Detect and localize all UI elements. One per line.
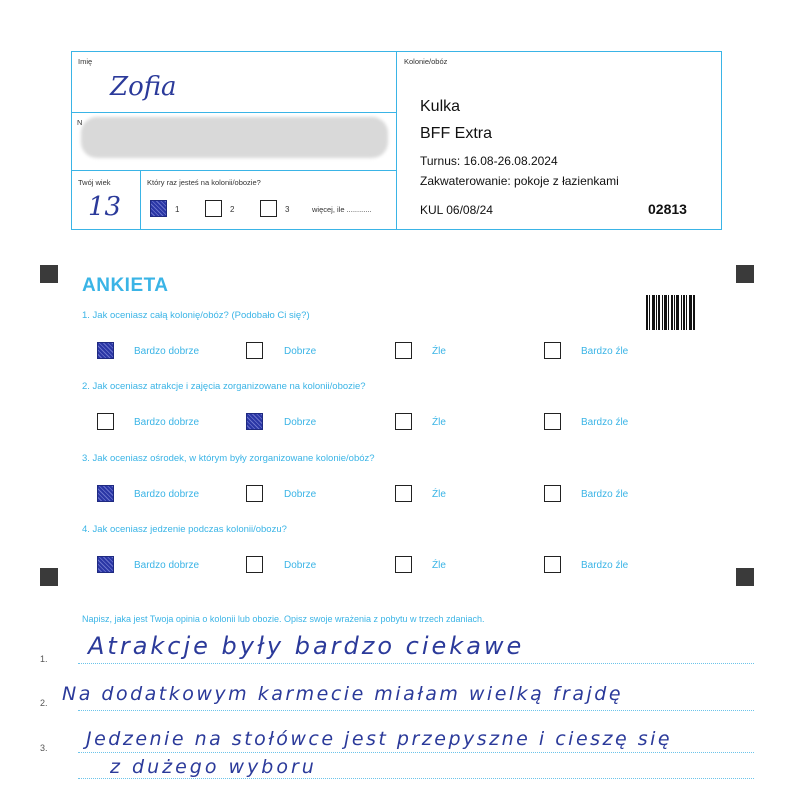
q1-option-very-bad[interactable]: [544, 342, 561, 359]
age-value[interactable]: 13: [88, 192, 122, 222]
option-label: Dobrze: [284, 560, 317, 571]
visit-count-label: Który raz jesteś na kolonii/obozie?: [147, 178, 261, 187]
age-label: Twój wiek: [78, 178, 111, 187]
visit-count-checkbox-3[interactable]: [260, 200, 277, 217]
opinion-prompt: Napisz, jaka jest Twoja opinia o kolonii lub obozie. Opisz swoje wrażenia z pobytu w trzech zdaniach.: [82, 614, 485, 624]
q2-option-bad[interactable]: [395, 413, 412, 430]
first-name-value[interactable]: Zofia: [110, 72, 177, 102]
divider: [72, 170, 396, 171]
q3-option-very-bad[interactable]: [544, 485, 561, 502]
q2-option-good[interactable]: [246, 413, 263, 430]
line-number: 2.: [40, 698, 48, 708]
registration-mark: [736, 265, 754, 283]
option-label: Źle: [432, 560, 446, 571]
q4-option-good[interactable]: [246, 556, 263, 573]
visit-count-checkbox-1[interactable]: [150, 200, 167, 217]
visit-count-option: 2: [230, 205, 235, 214]
registration-mark: [736, 568, 754, 586]
option-label: Bardzo dobrze: [134, 346, 200, 357]
line-number: 1.: [40, 654, 48, 664]
q1-option-good[interactable]: [246, 342, 263, 359]
option-label: Bardzo dobrze: [134, 417, 200, 428]
option-label: Bardzo źle: [581, 489, 629, 500]
option-label: Dobrze: [284, 346, 317, 357]
accommodation: Zakwaterowanie: pokoje z łazienkami: [420, 174, 619, 188]
camp-name: Kulka: [420, 98, 461, 115]
option-label: Źle: [432, 417, 446, 428]
option-label: Dobrze: [284, 489, 317, 500]
option-label: Bardzo źle: [581, 417, 629, 428]
option-label: Bardzo źle: [581, 560, 629, 571]
answer-line-1[interactable]: Atrakcje były bardzo ciekawe: [88, 632, 525, 660]
q4-option-bad[interactable]: [395, 556, 412, 573]
answer-line-2[interactable]: Na dodatkowym karmecie miałam wielką frajdę: [62, 683, 624, 705]
question-4: 4. Jak oceniasz jedzenie podczas kolonii/obozu?: [82, 524, 287, 535]
redacted-last-name: [81, 117, 388, 158]
q2-option-very-good[interactable]: [97, 413, 114, 430]
line-number: 3.: [40, 743, 48, 753]
answer-line-4[interactable]: z dużego wyboru: [110, 756, 317, 778]
option-label: Źle: [432, 489, 446, 500]
registration-mark: [40, 568, 58, 586]
more-times-label: więcej, ile ............: [312, 205, 372, 214]
divider: [396, 52, 397, 229]
divider: [140, 170, 141, 229]
visit-count-checkbox-2[interactable]: [205, 200, 222, 217]
visit-count-option: 1: [175, 205, 180, 214]
option-label: Bardzo źle: [581, 346, 629, 357]
question-1: 1. Jak oceniasz całą kolonię/obóz? (Podobało Ci się?): [82, 310, 310, 321]
first-name-label: Imię: [78, 57, 93, 66]
q3-option-bad[interactable]: [395, 485, 412, 502]
camp-code: KUL 06/08/24: [420, 203, 493, 217]
option-label: Dobrze: [284, 417, 317, 428]
q4-option-very-good[interactable]: [97, 556, 114, 573]
barcode: [646, 295, 701, 330]
q3-option-very-good[interactable]: [97, 485, 114, 502]
answer-line-3[interactable]: Jedzenie na stołówce jest przepyszne i cieszę się: [86, 728, 673, 750]
answer-line: [78, 752, 754, 753]
q4-option-very-bad[interactable]: [544, 556, 561, 573]
form-number: 02813: [648, 201, 687, 217]
q3-option-good[interactable]: [246, 485, 263, 502]
question-2: 2. Jak oceniasz atrakcje i zajęcia zorganizowane na kolonii/obozie?: [82, 381, 366, 392]
option-label: Źle: [432, 346, 446, 357]
q2-option-very-bad[interactable]: [544, 413, 561, 430]
question-3: 3. Jak oceniasz ośrodek, w którym były zorganizowane kolonie/obóz?: [82, 453, 375, 464]
q1-option-bad[interactable]: [395, 342, 412, 359]
registration-mark: [40, 265, 58, 283]
turnus: Turnus: 16.08-26.08.2024: [420, 154, 558, 168]
answer-line: [78, 778, 754, 779]
option-label: Bardzo dobrze: [134, 560, 200, 571]
camp-label: Kolonie/obóz: [404, 57, 448, 66]
q1-option-very-good[interactable]: [97, 342, 114, 359]
divider: [72, 112, 396, 113]
answer-line: [78, 710, 754, 711]
camp-variant: BFF Extra: [420, 125, 493, 142]
last-name-label: N: [77, 118, 83, 127]
answer-line: [78, 663, 754, 664]
survey-title: ANKIETA: [82, 275, 169, 296]
option-label: Bardzo dobrze: [134, 489, 200, 500]
visit-count-option: 3: [285, 205, 290, 214]
